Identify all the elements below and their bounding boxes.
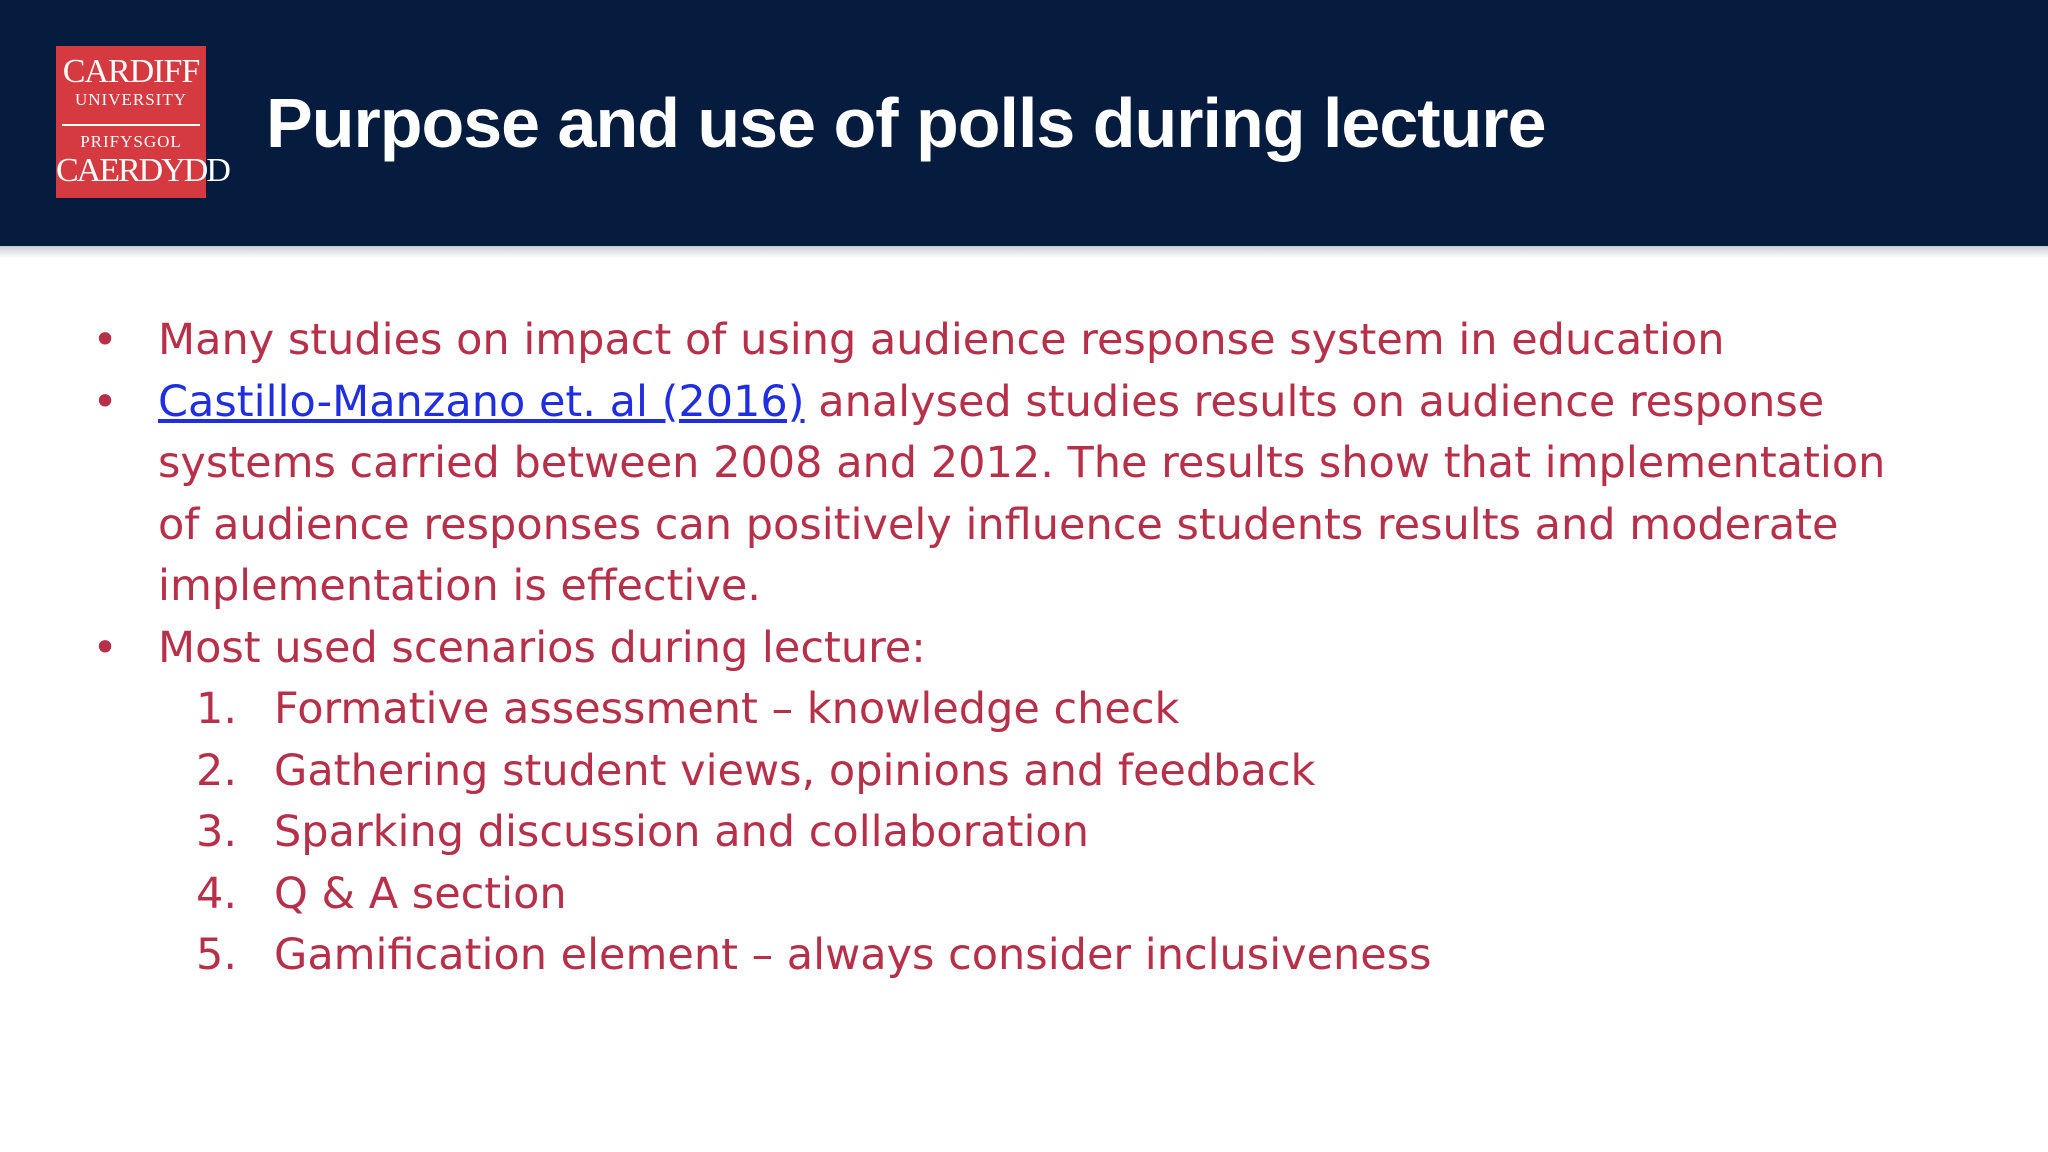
- scenario-number: 2.: [196, 745, 238, 796]
- bullet-item-castillo: [90, 372, 1980, 618]
- scenario-number: 1.: [196, 684, 238, 734]
- cardiff-university-logo: [56, 46, 229, 198]
- bullet-line: [158, 372, 1980, 434]
- scenario-number: 3.: [196, 807, 238, 857]
- logo-line-university: UNIVERSITY: [75, 90, 187, 109]
- scenario-item: [90, 741, 1980, 803]
- bullet-item-studies: [90, 310, 1980, 372]
- logo-line-prifysgol: PRIFYSGOL: [80, 132, 182, 151]
- scenario-text: Gamification element – always consider inclusiveness: [274, 930, 1432, 980]
- header-divider: [0, 246, 2048, 258]
- bullet-text: Most used scenarios during lecture:: [158, 622, 926, 673]
- bullet-line: implementation is effective.: [158, 561, 761, 611]
- scenario-number: 5.: [196, 930, 238, 980]
- logo-divider: [62, 124, 200, 126]
- logo-line-caerdydd: CAERDYDD: [56, 152, 229, 189]
- scenario-number: 4.: [196, 868, 238, 919]
- castillo-reference-link[interactable]: Castillo-Manzano et. al (2016): [158, 376, 805, 427]
- scenario-item: [90, 679, 1980, 741]
- bullet-icon: •: [92, 622, 118, 673]
- bullet-text: analysed studies results on audience response: [804, 376, 1825, 427]
- bullet-icon: •: [92, 315, 118, 365]
- scenario-item: [90, 864, 1980, 926]
- bullet-text: Many studies on impact of using audience response system in education: [158, 315, 1725, 365]
- bullet-line: systems carried between 2008 and 2012. The results show that implementation: [158, 438, 1886, 488]
- scenario-text: Q & A section: [274, 868, 567, 919]
- logo-line-cardiff: CARDIFF: [62, 53, 200, 90]
- slide-title: Purpose and use of polls during lecture: [266, 84, 1546, 162]
- scenario-item: [90, 802, 1980, 864]
- scenario-text: Gathering student views, opinions and feedback: [274, 745, 1316, 796]
- bullet-line: of audience responses can positively influence students results and moderate: [158, 499, 1839, 550]
- scenario-item: [90, 925, 1980, 987]
- scenario-text: Sparking discussion and collaboration: [274, 807, 1089, 857]
- bullet-icon: •: [92, 376, 118, 427]
- scenario-text: Formative assessment – knowledge check: [274, 684, 1180, 734]
- slide-body: [90, 310, 1980, 987]
- slide-header: [0, 0, 2048, 246]
- scenario-list: [90, 679, 1980, 987]
- bullet-item-scenarios: [90, 618, 1980, 680]
